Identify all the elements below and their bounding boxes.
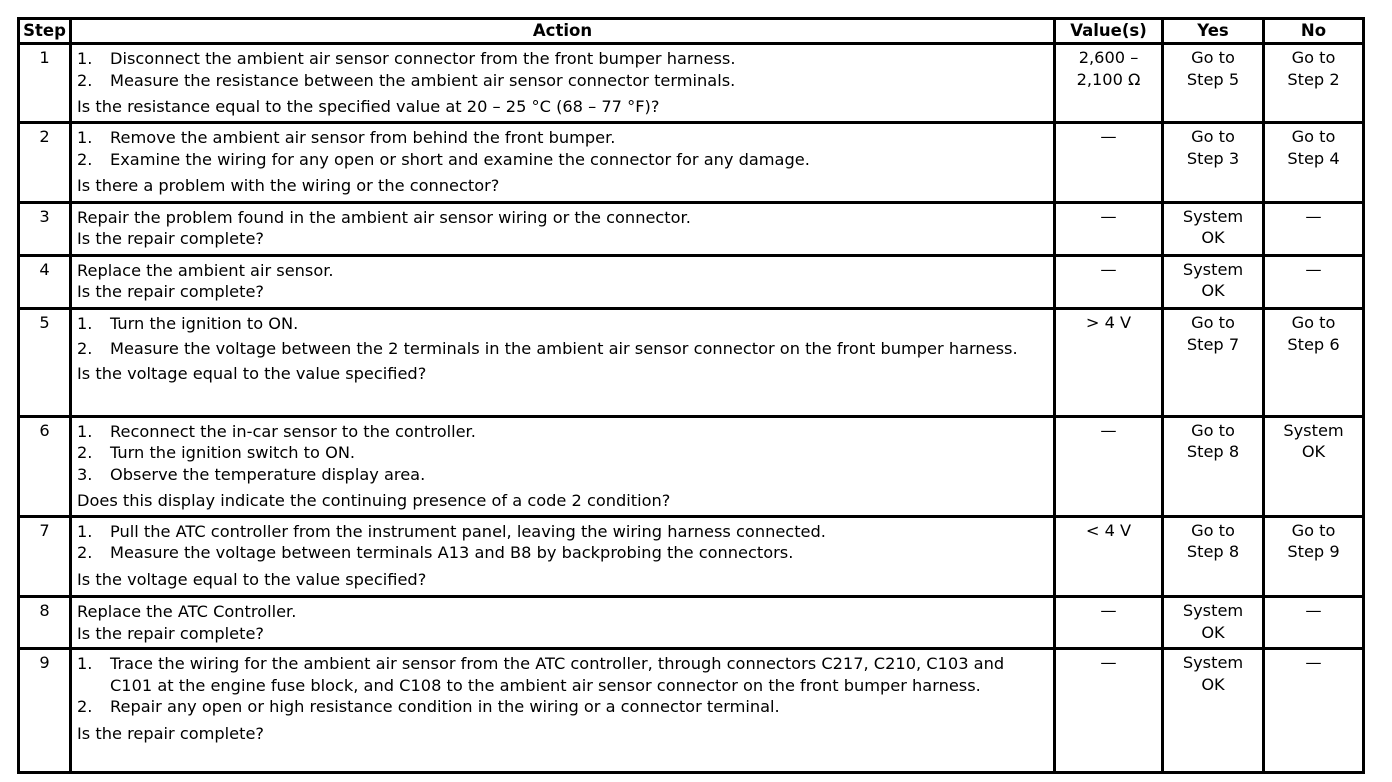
table-row-step-6 xyxy=(19,416,1364,516)
step-number: 1 xyxy=(19,44,71,123)
value-cell: — xyxy=(1055,255,1163,308)
action-cell xyxy=(71,44,1055,123)
step-number: 3 xyxy=(19,202,71,255)
value-cell: > 4 V xyxy=(1055,309,1163,416)
value-cell: 2,600 – 2,100 Ω xyxy=(1055,44,1163,123)
table-row-step-3 xyxy=(19,202,1364,255)
no-cell: System OK xyxy=(1264,416,1364,516)
action-cell xyxy=(71,309,1055,416)
header-values: Value(s) xyxy=(1055,19,1163,44)
no-cell: — xyxy=(1264,255,1364,308)
yes-cell: Go to Step 8 xyxy=(1163,416,1264,516)
yes-cell: Go to Step 5 xyxy=(1163,44,1264,123)
action-item: 2. Repair any open or high resistance condition in the wiring or a connector terminal. xyxy=(77,697,780,717)
step-number: 7 xyxy=(19,516,71,596)
action-item: 1. Reconnect the in-car sensor to the controller. xyxy=(77,421,476,441)
action-cell xyxy=(71,255,1055,308)
action-cell xyxy=(71,202,1055,255)
action-question: Is the voltage equal to the value specified? xyxy=(77,569,427,589)
action-question: Is the repair complete? xyxy=(77,229,265,249)
header-step: Step xyxy=(19,19,71,44)
action-text: Replace the ambient air sensor. xyxy=(77,260,334,280)
action-question: Is the resistance equal to the specified value at 20 – 25 °C (68 – 77 °F)? xyxy=(77,97,660,116)
action-question: Is the repair complete? xyxy=(77,723,265,743)
no-cell: — xyxy=(1264,202,1364,255)
step-number: 8 xyxy=(19,597,71,649)
action-question: Is the repair complete? xyxy=(77,282,265,302)
value-cell: — xyxy=(1055,202,1163,255)
value-cell: — xyxy=(1055,416,1163,516)
value-cell: — xyxy=(1055,597,1163,649)
header-no: No xyxy=(1264,19,1364,44)
no-cell: Go to Step 4 xyxy=(1264,123,1364,202)
yes-cell: System OK xyxy=(1163,255,1264,308)
header-yes: Yes xyxy=(1163,19,1264,44)
action-item: 1. Remove the ambient air sensor from behind the front bumper. xyxy=(77,128,616,148)
table-row-step-1 xyxy=(19,44,1364,123)
action-item: 2. Measure the resistance between the ambient air sensor connector terminals. xyxy=(77,70,736,90)
table-row-step-4 xyxy=(19,255,1364,308)
action-item: 2. Measure the voltage between terminals A13 and B8 by backprobing the connectors. xyxy=(77,543,794,563)
step-number: 4 xyxy=(19,255,71,308)
action-cell xyxy=(71,597,1055,649)
no-cell: Go to Step 9 xyxy=(1264,516,1364,596)
step-number: 5 xyxy=(19,309,71,416)
header-action: Action xyxy=(71,19,1055,44)
action-item: 2. Measure the voltage between the 2 terminals in the ambient air sensor connector on the front bumper harness. xyxy=(77,338,1018,358)
action-text: Repair the problem found in the ambient air sensor wiring or the connector. xyxy=(77,207,691,227)
yes-cell: Go to Step 8 xyxy=(1163,516,1264,596)
table-row-step-8 xyxy=(19,597,1364,649)
step-number: 2 xyxy=(19,123,71,202)
no-cell: — xyxy=(1264,649,1364,773)
no-cell: — xyxy=(1264,597,1364,649)
action-text: Replace the ATC Controller. xyxy=(77,602,297,622)
action-item: 2. Turn the ignition switch to ON. xyxy=(77,443,356,462)
table-row-step-7 xyxy=(19,516,1364,596)
diagnostic-table-container xyxy=(17,17,1362,774)
step-number: 9 xyxy=(19,649,71,773)
action-item: 1. Disconnect the ambient air sensor connector from the front bumper harness. xyxy=(77,49,736,68)
action-cell xyxy=(71,416,1055,516)
action-item: 1. Turn the ignition to ON. xyxy=(77,314,299,334)
action-cell xyxy=(71,649,1055,773)
yes-cell: System OK xyxy=(1163,202,1264,255)
action-item: 1. Pull the ATC controller from the instrument panel, leaving the wiring harness connected. xyxy=(77,521,826,541)
table-row-step-9 xyxy=(19,649,1364,773)
table-row-step-2 xyxy=(19,123,1364,202)
action-item: 1. Trace the wiring for the ambient air sensor from the ATC controller, through connectors C217, C210, C103 and C101 at the engine fuse block, and C108 to the ambient air sensor connector on the front bumper harness. xyxy=(77,654,1005,695)
action-item: 2. Examine the wiring for any open or short and examine the connector for any damage. xyxy=(77,149,810,169)
step-number: 6 xyxy=(19,416,71,516)
action-cell xyxy=(71,123,1055,202)
yes-cell: System OK xyxy=(1163,597,1264,649)
yes-cell: Go to Step 3 xyxy=(1163,123,1264,202)
yes-cell: Go to Step 7 xyxy=(1163,309,1264,416)
action-question: Is the voltage equal to the value specified? xyxy=(77,363,427,383)
action-question: Is the repair complete? xyxy=(77,623,265,643)
value-cell: < 4 V xyxy=(1055,516,1163,596)
action-question: Is there a problem with the wiring or the connector? xyxy=(77,176,500,196)
value-cell: — xyxy=(1055,123,1163,202)
action-item: 3. Observe the temperature display area. xyxy=(77,464,426,484)
yes-cell: System OK xyxy=(1163,649,1264,773)
action-question: Does this display indicate the continuing presence of a code 2 condition? xyxy=(77,491,671,510)
action-cell xyxy=(71,516,1055,596)
header-row xyxy=(19,19,1364,44)
diagnostic-table xyxy=(17,17,1365,774)
value-cell: — xyxy=(1055,649,1163,773)
no-cell: Go to Step 6 xyxy=(1264,309,1364,416)
table-row-step-5 xyxy=(19,309,1364,416)
no-cell: Go to Step 2 xyxy=(1264,44,1364,123)
